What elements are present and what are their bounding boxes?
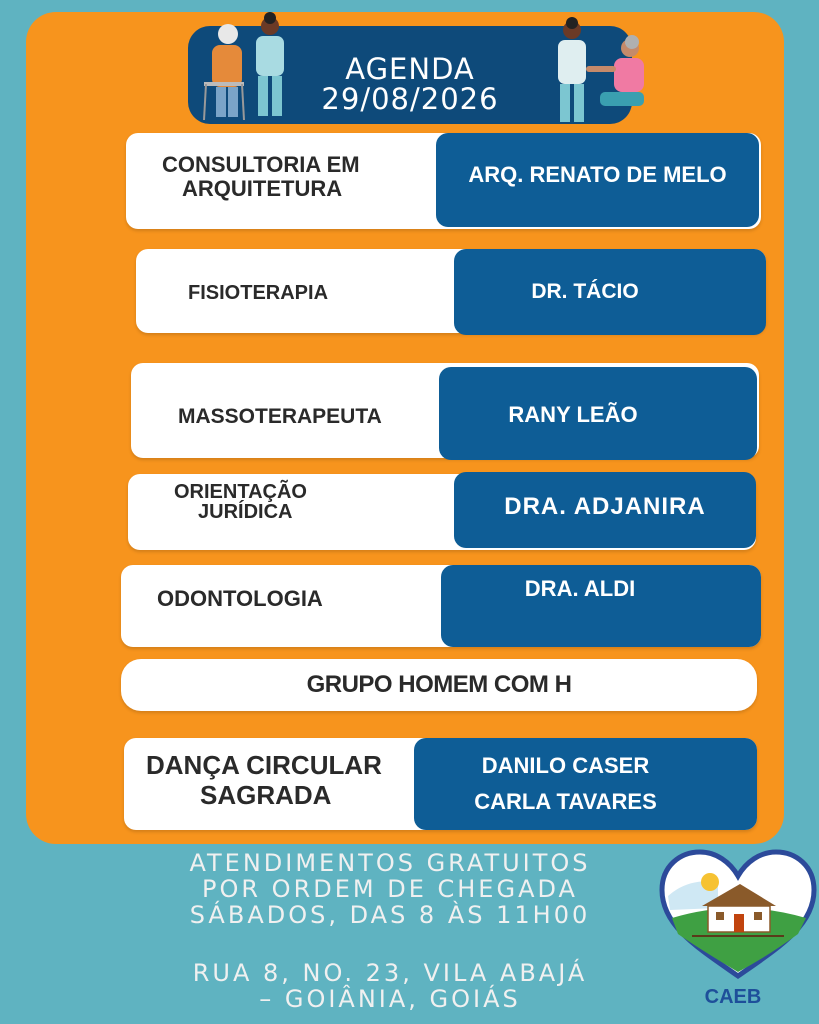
schedule-row-arquitetura [126, 133, 761, 229]
logo-text: CAEB [704, 986, 762, 1008]
schedule-row-massoterapeuta [131, 363, 759, 458]
caregiver-illustration-left [190, 12, 300, 124]
address-line-2: – GOIÂNIA, GOIÁS [259, 985, 521, 1013]
agenda-date: 29/08/2026 [321, 82, 499, 116]
schedule-row-odontologia [121, 565, 761, 647]
service-label [174, 482, 307, 522]
service-label-line2: SAGRADA [200, 780, 332, 810]
professional-name-2: CARLA TAVARES [474, 789, 657, 814]
service-label: ODONTOLOGIA [157, 586, 323, 611]
professional-name: RANY LEÃO [439, 367, 757, 460]
heart-house-icon [658, 848, 818, 988]
service-label-line2: JURÍDICA [198, 501, 293, 523]
schedule-row-juridica [128, 474, 756, 550]
nurse-illustration-right [548, 16, 648, 128]
footer-line-1: ATENDIMENTOS GRATUITOS [189, 849, 591, 877]
professional-name: ARQ. RENATO DE MELO [436, 133, 759, 227]
professional-name: DRA. ADJANIRA [454, 472, 756, 548]
service-label-line2: ARQUITETURA [182, 176, 343, 201]
professional-name: DRA. ALDI [441, 565, 761, 647]
professional-name-1: DANILO CASER [481, 753, 650, 778]
schedule-row-danca-circular [124, 738, 757, 830]
address-line-1: RUA 8, NO. 23, VILA ABAJÁ [192, 959, 588, 987]
service-label: FISIOTERAPIA [188, 282, 329, 304]
agenda-header [188, 26, 632, 124]
footer-line-3: SÁBADOS, DAS 8 ÀS 11H00 [189, 901, 591, 929]
service-label-line1: DANÇA CIRCULAR [146, 750, 382, 780]
professional-names [414, 738, 757, 830]
agenda-title-text: AGENDA [345, 52, 475, 86]
service-label [146, 750, 382, 810]
professional-name: DR. TÁCIO [454, 249, 766, 335]
service-label: GRUPO HOMEM COM H [306, 671, 572, 698]
caeb-logo [658, 848, 818, 1018]
service-label-line1: ORIENTAÇÃO [174, 481, 307, 503]
schedule-row-grupo-homem [121, 659, 757, 711]
service-label: MASSOTERAPEUTA [178, 405, 382, 428]
service-label [162, 153, 360, 201]
service-label-line1: CONSULTORIA EM [162, 152, 360, 177]
footer-line-2: POR ORDEM DE CHEGADA [202, 875, 578, 903]
schedule-row-fisioterapia [136, 249, 766, 333]
